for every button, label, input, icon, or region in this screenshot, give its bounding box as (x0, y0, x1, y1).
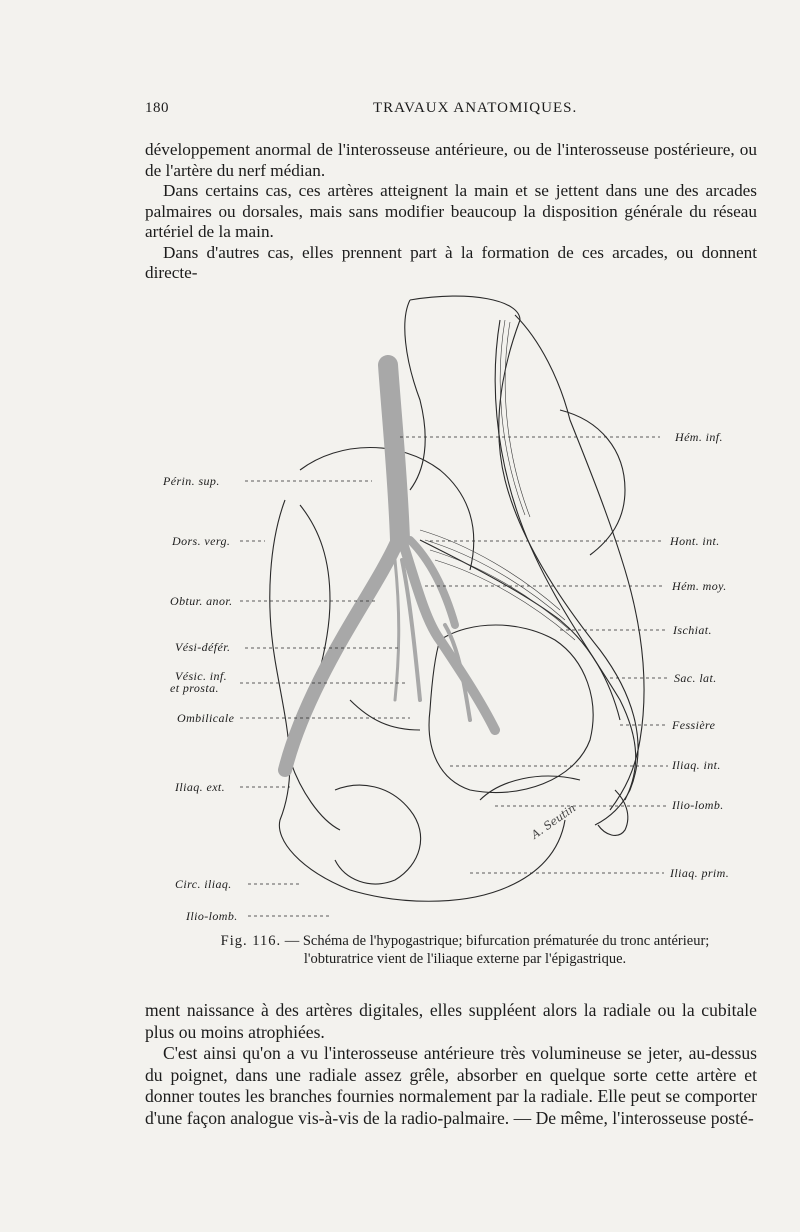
label-iliaq-int: Iliaq. int. (672, 758, 721, 772)
anatomical-figure (0, 280, 800, 930)
paragraph: développement anormal de l'interosseuse antérieure, ou de l'interosseuse postérieure, ou de l'artère du nerf médian. (145, 140, 757, 180)
paragraph: ment naissance à des artères digitales, elles suppléent alors la radiale ou la cubitale plus ou moins atrophiées. (145, 1000, 757, 1042)
label-ischiat: Ischiat. (673, 623, 712, 637)
label-fessiere: Fessière (672, 718, 716, 732)
top-text-block (145, 140, 757, 284)
label-ombilicale: Ombilicale (177, 711, 235, 725)
label-hem-inf: Hém. inf. (675, 430, 723, 444)
figure-caption (185, 932, 745, 968)
bottom-text-block (145, 1000, 757, 1129)
label-vesic-inf: Vésic. inf. (175, 669, 228, 683)
label-et-prosta: et prosta. (170, 681, 219, 695)
label-hem-moy: Hém. moy. (672, 579, 727, 593)
label-sac-lat: Sac. lat. (674, 671, 717, 685)
paragraph: Dans certains cas, ces artères atteignent la main et se jettent dans une des arcades palmaires ou dorsales, mais sans modifier beaucoup la disposition générale du réseau artériel de la main. (145, 181, 757, 241)
running-title: TRAVAUX ANATOMIQUES. (373, 100, 578, 116)
label-circ-iliaq: Circ. iliaq. (175, 877, 232, 891)
label-perin-sup: Périn. sup. (163, 474, 220, 488)
label-hont-int: Hont. int. (670, 534, 720, 548)
paragraph: Dans d'autres cas, elles prennent part à la formation de ces arcades, ou donnent directe- (145, 242, 757, 282)
label-iliaq-prim: Iliaq. prim. (670, 866, 730, 880)
label-obtur-anor: Obtur. anor. (170, 594, 233, 608)
illustrator-signature: A. Seutin (528, 801, 579, 842)
caption-figure-number: Fig. 116. (220, 933, 282, 949)
pelvis-illustration (0, 280, 800, 930)
caption-text: — Schéma de l'hypogastrique; bifurcation prématurée du tronc antérieur; l'obturatrice vient de l'iliaque externe par l'épigastrique. (284, 933, 710, 967)
label-iliaq-ext: Iliaq. ext. (175, 780, 226, 794)
label-vesi-defer: Vési-défér. (175, 640, 231, 654)
page-number: 180 (145, 100, 169, 116)
label-ilio-lomb-right: Ilio-lomb. (672, 798, 724, 812)
label-ilio-lomb-left: Ilio-lomb. (186, 909, 238, 923)
running-header (145, 100, 755, 122)
paragraph: C'est ainsi qu'on a vu l'interosseuse antérieure très volumineuse se jeter, au-dessus du poignet, dans une radiale assez grêle, absorber en quelque sorte cette artère et donner toutes les branches fournies normalement par la radiale. Elle peut se comporter d'une façon analogue vis-à-vis de la radio-palmaire. — De même, l'interosseuse posté- (145, 1043, 757, 1128)
label-dors-verg: Dors. verg. (172, 534, 231, 548)
